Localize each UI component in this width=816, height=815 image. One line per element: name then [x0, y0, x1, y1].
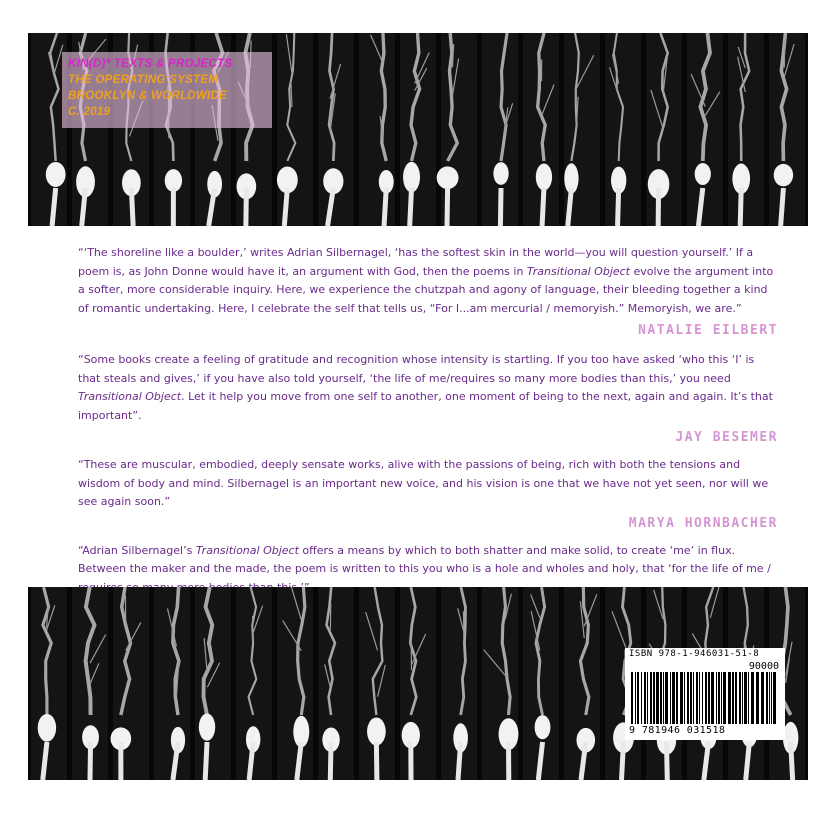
badge-line-3: BROOKLYN & WORLDWIDE: [68, 90, 228, 102]
blurb-3-author: MARYA HORNBACHER: [78, 514, 778, 534]
blurb-1-author: NATALIE EILBERT: [78, 321, 778, 341]
book-title: Transitional Object: [78, 390, 182, 403]
blurbs-section: [78, 244, 778, 620]
isbn-number: ISBN 978-1-946031-51-8: [629, 649, 760, 659]
blurb-4-text: “Adrian Silbernagel’s Transitional Object offers a means by which to both shatter and make solid, to create ‘me’ in flux. Between the maker and the made, the poem is written to this you who is a hole and wholes and holy, that ‘for the life of me /: [78, 543, 771, 575]
badge-line-1: KIN(D)* TEXTS & PROJECTS: [68, 58, 233, 70]
book-title: Transitional Object: [526, 264, 630, 278]
blurb-1-text: “‘The shoreline like a boulder,’ writes Adrian Silbernagel, ‘has the softest skin in the world—you will question yourself.’ If a poem is, as John Donne would have it, an argument with God, then the poems in Transitional Object evolve the argument into a softer, more considerable inquiry. Here, we experience the chutzpah and agony of language, their bleeding together a kind of romantic undertaking. Here, I celebrate the self that tells us, “For I...am mercurial / memoryish.” Memoryish, we are.”: [78, 246, 774, 315]
badge-line-4: C. 2019: [68, 106, 111, 118]
blurb-3-text: “These are muscular, embodied, deeply sensate works, alive with the passions of being, rich with both the tensions and wisdom of body and mind. Silbernagel is an important new voice, and his vision is one that we have not yet seen, nor will we see again soon.”: [78, 458, 769, 508]
barcode-digits: 9 781946 031518: [629, 725, 726, 736]
blurb-2-text: “Some books create a feeling of gratitude and recognition whose intensity is startling. If you too have asked ‘who this ‘I’ is that steals and gives,’ if you have also told yourself, ‘the life of me/requires so many more bodies than this,’ you need Transitional Object. Let it help you move from one self to another, one moment of being to the next, again and again. It’s that important”.: [78, 353, 773, 422]
barcode-bars: [631, 672, 779, 724]
badge-line-2: THE OPERATING SYSTEM: [68, 74, 219, 86]
isbn-barcode: [625, 648, 785, 740]
book-title: Transitional Object: [195, 543, 299, 557]
price-code: 90000: [748, 661, 779, 672]
publisher-badge: [62, 52, 272, 128]
blurb-2-author: JAY BESEMER: [78, 428, 778, 448]
